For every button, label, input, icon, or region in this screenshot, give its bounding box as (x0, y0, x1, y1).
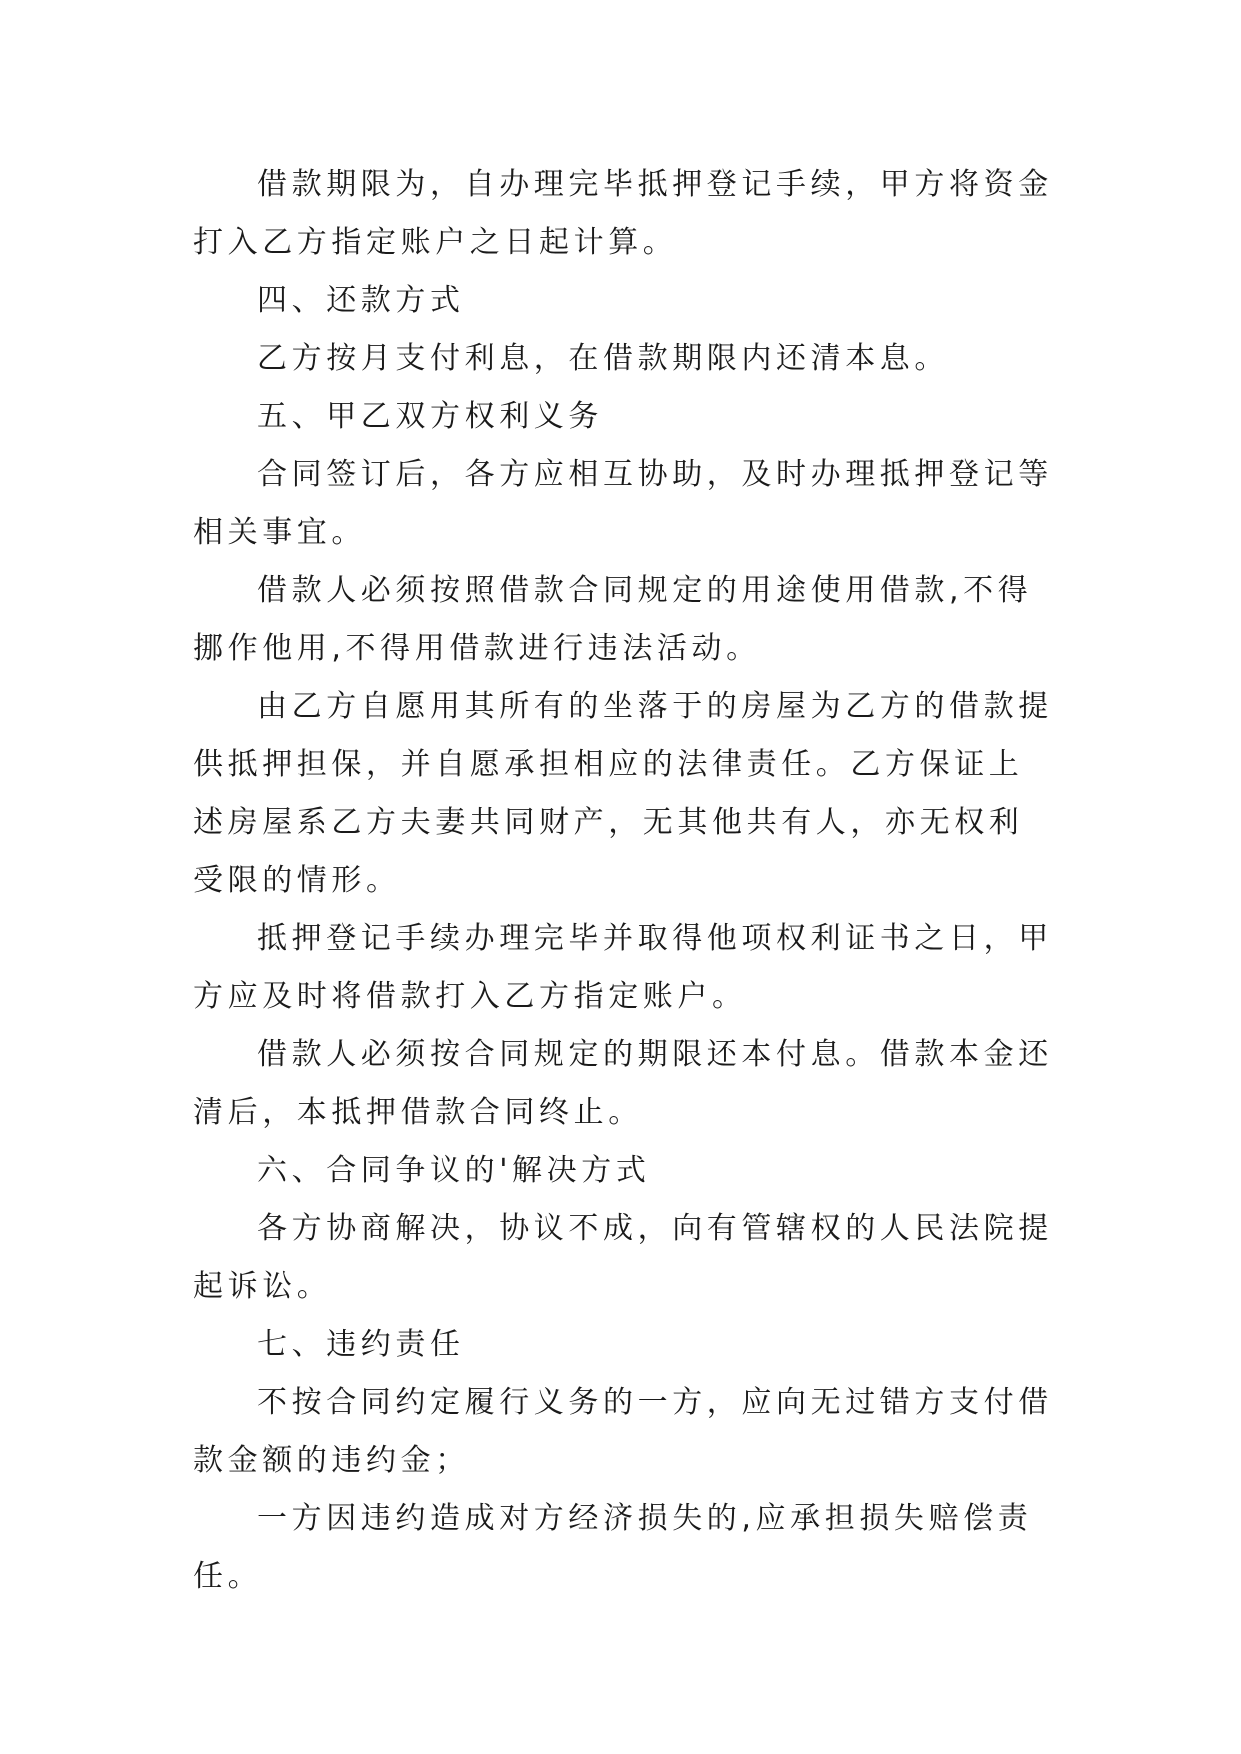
document-body (193, 156, 1053, 1606)
paragraph-penalty: 不按合同约定履行义务的一方，应向无过错方支付借款金额的违约金； (193, 1385, 1053, 1478)
section-heading-breach-liability: 七、违约责任 (257, 1327, 465, 1362)
paragraph-litigation: 各方协商解决，协议不成，向有管辖权的人民法院提起诉讼。 (193, 1211, 1053, 1304)
section-heading-rights-obligations: 五、甲乙双方权利义务 (257, 399, 603, 434)
section-heading-repayment-method: 四、还款方式 (257, 283, 465, 318)
paragraph-loan-usage: 借款人必须按照借款合同规定的用途使用借款,不得挪作他用,不得用借款进行违法活动。 (193, 573, 1033, 666)
paragraph-repayment-termination: 借款人必须按合同规定的期限还本付息。借款本金还清后，本抵押借款合同终止。 (193, 1037, 1053, 1130)
paragraph-fund-transfer: 抵押登记手续办理完毕并取得他项权利证书之日，甲方应及时将借款打入乙方指定账户。 (193, 921, 1053, 1014)
paragraph-mutual-assistance: 合同签订后，各方应相互协助，及时办理抵押登记等相关事宜。 (193, 457, 1053, 550)
paragraph-mortgage-guarantee: 由乙方自愿用其所有的坐落于的房屋为乙方的借款提供抵押担保，并自愿承担相应的法律责任。乙方保证上述房屋系乙方夫妻共同财产，无其他共有人，亦无权利受限的情形。 (193, 689, 1053, 898)
paragraph-compensation: 一方因违约造成对方经济损失的,应承担损失赔偿责任。 (193, 1501, 1033, 1594)
section-heading-dispute-resolution: 六、合同争议的'解决方式 (257, 1153, 651, 1188)
paragraph-monthly-interest: 乙方按月支付利息，在借款期限内还清本息。 (257, 341, 949, 376)
paragraph-loan-term: 借款期限为，自办理完毕抵押登记手续，甲方将资金打入乙方指定账户之日起计算。 (193, 167, 1053, 260)
